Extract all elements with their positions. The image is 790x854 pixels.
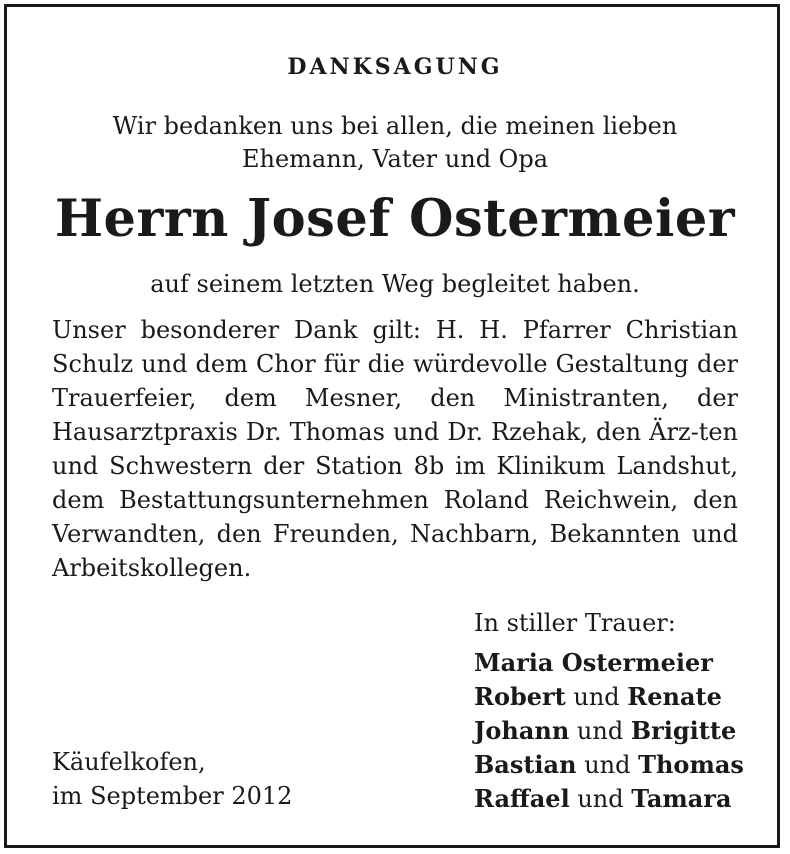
mourner-connector: und [577,785,624,813]
mourner-name: Renate [627,682,722,711]
mourner-name: Raffael [474,784,570,813]
mourner-connector: und [576,717,624,745]
thanks-paragraph-text: Unser besonderer Dank gilt: H. H. Pfarrer Christian Schulz und dem Chor für die würdevolle Gestaltung der Trauerfeier, dem Mesner, den Ministranten, der Hausarztpraxis Dr. Thomas und Dr. Rzehak, den Ärz-ten und Schwestern der Station 8b im Klinikum Landshut, dem Bestattungsunternehmen Roland Reichwein, den Verwandten, den Freunden, Nachbarn, Bekannten und Arbeitskollegen. [52,316,738,582]
intro-line-1: Wir bedanken uns bei allen, die meinen lieben [112,112,678,140]
intro-line-2: Ehemann, Vater und Opa [241,145,549,173]
mourner-name: Maria Ostermeier [474,648,713,677]
mourner-line [474,646,744,680]
place: Käufelkofen, [52,748,206,776]
mourner-name: Tamara [631,784,732,813]
after-name-text: auf seinem letzten Weg begleitet haben. [150,270,640,298]
mourner-name: Robert [474,682,566,711]
mourner-name: Johann [474,716,570,745]
notice-heading: DANKSAGUNG [287,54,503,80]
deceased-name: Herrn Josef Ostermeier [54,189,736,249]
mourner-connector: und [584,751,631,779]
mourner-line [474,748,744,782]
mourner-line [474,714,744,748]
mourner-connector: und [573,683,620,711]
mourner-line [474,680,744,714]
place-and-date [52,745,292,813]
mourners-list [474,646,744,816]
date: im September 2012 [52,782,293,810]
mourner-name: Bastian [474,750,577,779]
thanks-paragraph [52,313,738,585]
mourner-line [474,782,744,816]
mourner-name: Thomas [638,750,744,779]
mourner-name: Brigitte [630,716,737,745]
intro-text [0,110,790,176]
mourning-label: In stiller Trauer: [474,609,676,637]
